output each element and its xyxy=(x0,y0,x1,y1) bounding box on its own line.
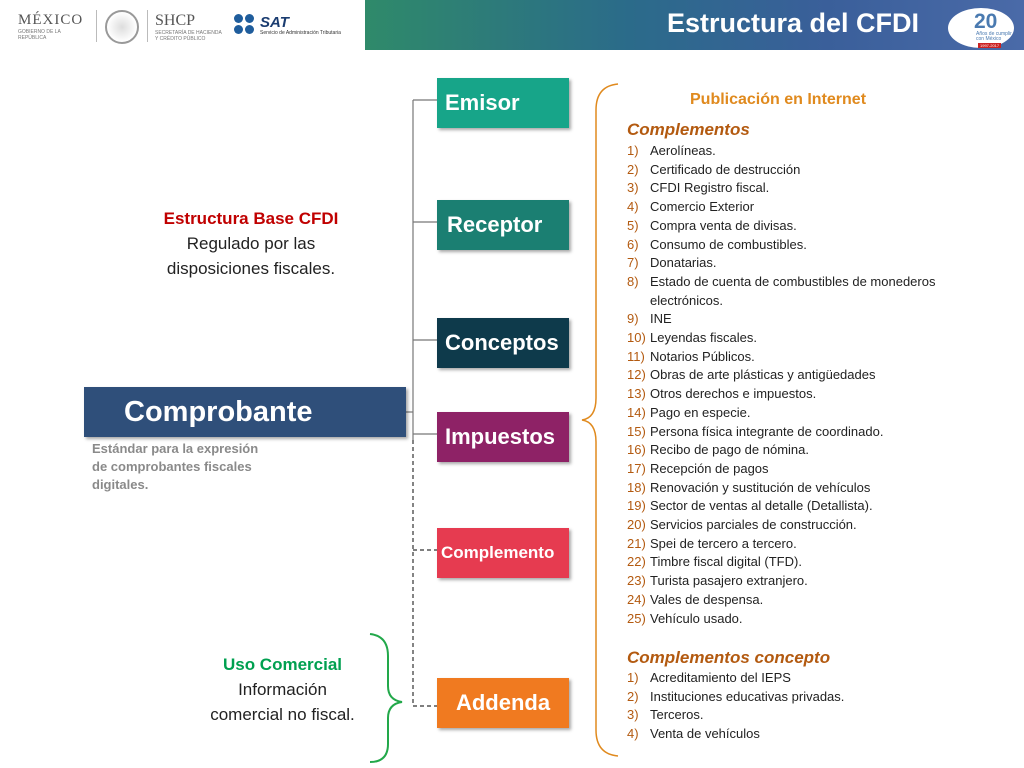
list-item-number: 8) xyxy=(627,273,639,289)
estandar-line: digitales. xyxy=(92,477,149,492)
list-item xyxy=(627,423,987,442)
list-item-text: Donatarias. xyxy=(650,255,717,271)
list-item-number: 20) xyxy=(627,517,646,533)
list-item xyxy=(627,236,987,255)
conceptos-box[interactable]: Conceptos xyxy=(437,318,569,368)
list-item-text: Pago en especie. xyxy=(650,404,751,420)
estandar-line: de comprobantes fiscales xyxy=(92,459,252,474)
list-item-text: Comercio Exterior xyxy=(650,199,755,215)
list-item-number: 18) xyxy=(627,479,646,495)
list-item-text: Sector de ventas al detalle (Detallista). xyxy=(650,498,873,514)
list-item xyxy=(627,441,987,460)
list-item xyxy=(627,348,987,367)
list-item xyxy=(627,179,987,198)
complementos-heading: Complementos xyxy=(627,120,750,139)
uso-line: Información xyxy=(238,680,327,699)
estructura-line: Regulado por las xyxy=(186,234,316,253)
list-item-text: Servicios parciales de construcción. xyxy=(650,517,857,533)
addenda-box[interactable]: Addenda xyxy=(437,678,569,728)
complementos-concepto-heading: Complementos concepto xyxy=(627,648,831,667)
list-item-number: 4) xyxy=(627,726,639,742)
anniversary-line: Años de cumplir xyxy=(976,31,1012,37)
list-item-text: Instituciones educativas privadas. xyxy=(650,688,845,704)
list-item xyxy=(627,688,987,707)
list-item-text: Vehículo usado. xyxy=(650,610,743,626)
list-item-number: 21) xyxy=(627,535,646,551)
shcp-logo-subtext: Y CRÉDITO PÚBLICO xyxy=(155,36,206,42)
list-item xyxy=(627,572,987,591)
list-item xyxy=(627,516,987,535)
list-item-text: Obras de arte plásticas y antigüedades xyxy=(650,367,876,383)
list-item-text: Recepción de pagos xyxy=(650,460,769,476)
mexico-logo-text: MÉXICO xyxy=(18,12,84,28)
list-item-text: Renovación y sustitución de vehículos xyxy=(650,479,871,495)
list-item-number: 3) xyxy=(627,707,639,723)
list-item xyxy=(627,198,987,217)
list-item-number: 1) xyxy=(627,143,639,158)
complemento-box[interactable]: Complemento xyxy=(437,528,569,578)
sat-logo-subtext: Servicio de Administración Tributaria xyxy=(260,30,341,36)
list-item-number: 11) xyxy=(627,348,645,364)
orange-brace xyxy=(582,84,618,756)
list-item xyxy=(627,725,987,744)
list-item xyxy=(627,329,987,348)
list-item-number: 15) xyxy=(627,423,646,439)
estructura-title: Estructura Base CFDI xyxy=(163,209,339,228)
list-item xyxy=(627,591,987,610)
list-item-number: 2) xyxy=(627,688,639,704)
list-item-text: INE xyxy=(650,311,672,327)
shcp-logo-subtext: SECRETARÍA DE HACIENDA xyxy=(155,30,222,36)
list-item xyxy=(627,479,987,498)
mexico-logo-subtext: GOBIERNO DE LA REPÚBLICA xyxy=(18,29,61,41)
list-item xyxy=(627,535,987,554)
list-item-text: Otros derechos e impuestos. xyxy=(650,386,817,402)
list-item-text: Aerolíneas. xyxy=(650,143,716,158)
anniversary-years: 1997-2017 xyxy=(980,43,1000,48)
list-item-text: Timbre fiscal digital (TFD). xyxy=(650,554,802,570)
list-item xyxy=(627,273,987,310)
list-item xyxy=(627,706,987,725)
complementos-concepto-list xyxy=(627,669,987,744)
list-item-number: 3) xyxy=(627,180,639,196)
list-item-text: Persona física integrante de coordinado. xyxy=(650,423,884,439)
list-item xyxy=(627,385,987,404)
list-item-number: 16) xyxy=(627,442,646,458)
list-item-number: 22) xyxy=(627,554,646,570)
list-item-number: 25) xyxy=(627,610,646,626)
list-item xyxy=(627,254,987,273)
green-brace xyxy=(370,634,402,762)
list-item-number: 5) xyxy=(627,217,639,233)
page-title: Estructura del CFDI xyxy=(666,8,919,38)
impuestos-box[interactable]: Impuestos xyxy=(437,412,569,462)
receptor-box[interactable]: Receptor xyxy=(437,200,569,250)
list-item xyxy=(627,497,987,516)
list-item-number: 23) xyxy=(627,573,646,589)
list-item xyxy=(627,217,987,236)
list-item-text: Acreditamiento del IEPS xyxy=(650,670,791,685)
anniversary-number: 20 xyxy=(974,10,998,33)
list-item xyxy=(627,161,987,180)
complementos-list xyxy=(627,142,987,628)
list-item-text: Estado de cuenta de combustibles de monederos electrónicos. xyxy=(650,273,936,308)
estandar-note xyxy=(92,440,282,494)
shcp-logo-text: SHCP xyxy=(155,12,196,29)
list-item xyxy=(627,553,987,572)
sat-logo-text: SAT xyxy=(260,14,289,31)
emisor-box[interactable]: Emisor xyxy=(437,78,569,128)
list-item-text: Consumo de combustibles. xyxy=(650,236,807,252)
list-item xyxy=(627,366,987,385)
uso-title: Uso Comercial xyxy=(222,655,343,674)
list-item-text: Vales de despensa. xyxy=(650,591,764,607)
estandar-line: Estándar para la expresión xyxy=(92,441,259,456)
list-item-number: 10) xyxy=(627,330,646,346)
list-item-number: 6) xyxy=(627,236,639,252)
list-item-number: 4) xyxy=(627,199,639,215)
list-item-number: 2) xyxy=(627,161,639,177)
list-item-text: Leyendas fiscales. xyxy=(650,330,757,346)
estructura-base-note xyxy=(140,206,362,281)
list-item-text: Notarios Públicos. xyxy=(650,348,755,364)
comprobante-box[interactable]: Comprobante xyxy=(84,387,406,437)
list-item xyxy=(627,460,987,479)
anniversary-line: con México xyxy=(976,36,1002,42)
list-item-text: Turista pasajero extranjero. xyxy=(650,573,808,589)
list-item xyxy=(627,142,987,161)
list-item-number: 24) xyxy=(627,591,646,607)
list-item xyxy=(627,610,987,629)
uso-line: comercial no fiscal. xyxy=(210,705,355,724)
list-item-text: CFDI Registro fiscal. xyxy=(650,180,770,196)
list-item xyxy=(627,669,987,688)
list-item-number: 13) xyxy=(627,386,646,402)
list-item-number: 9) xyxy=(627,311,639,327)
list-item-text: Compra venta de divisas. xyxy=(650,217,797,233)
uso-comercial-note xyxy=(195,652,370,727)
list-item-text: Spei de tercero a tercero. xyxy=(650,535,797,551)
list-item xyxy=(627,404,987,423)
list-item xyxy=(627,310,987,329)
list-item-number: 7) xyxy=(627,255,639,271)
list-item-text: Certificado de destrucción xyxy=(650,161,801,177)
estructura-line: disposiciones fiscales. xyxy=(166,259,336,278)
list-item-number: 14) xyxy=(627,404,646,420)
list-item-text: Recibo de pago de nómina. xyxy=(650,442,810,458)
list-item-text: Venta de vehículos xyxy=(650,726,760,742)
publicacion-heading: Publicación en Internet xyxy=(690,91,867,108)
list-item-number: 1) xyxy=(627,670,639,685)
list-item-text: Terceros. xyxy=(650,707,704,723)
list-item-number: 12) xyxy=(627,367,646,383)
list-item-number: 19) xyxy=(627,498,646,514)
list-item-number: 17) xyxy=(627,460,646,476)
